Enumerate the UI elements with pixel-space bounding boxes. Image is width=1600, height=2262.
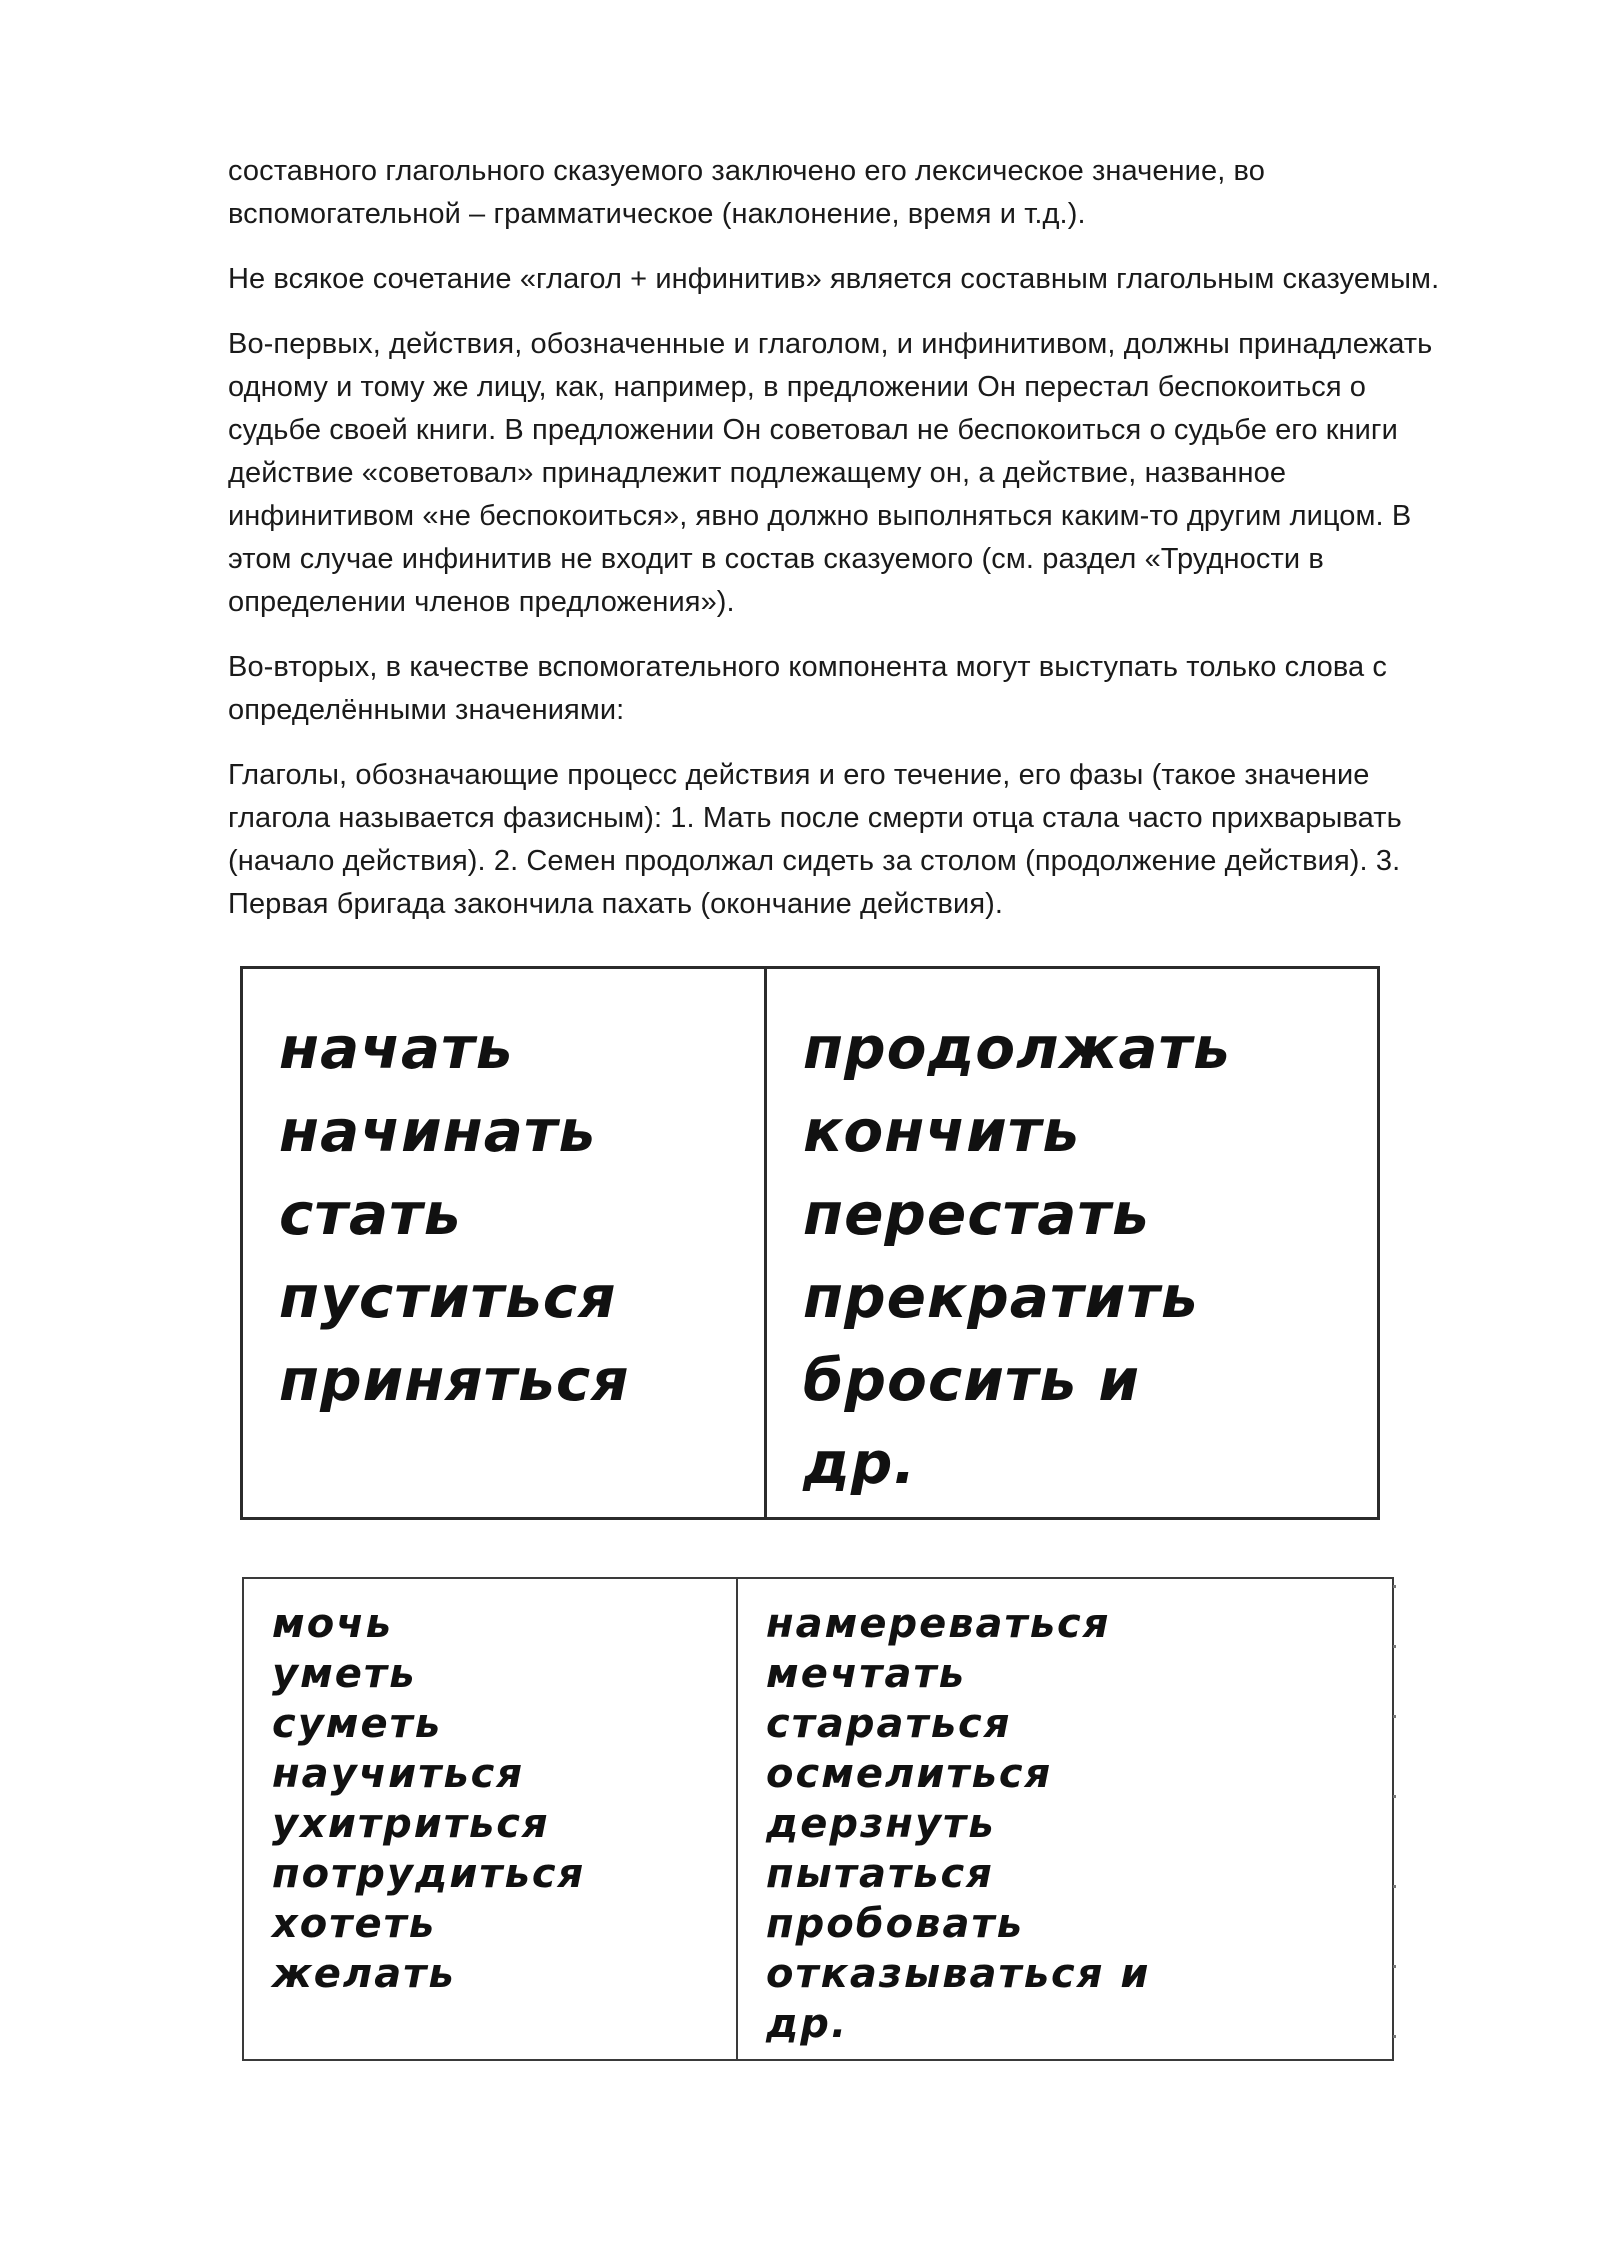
verb-item: дерзнуть <box>766 1801 996 1847</box>
paragraph-line: составного глагольного сказуемого заключено его лексическое значение, во <box>228 155 1265 187</box>
paragraph-line: инфинитивом «не беспокоиться», явно должно выполняться каким-то другим лицом. В <box>228 500 1412 532</box>
verb-item: стать <box>279 1180 462 1248</box>
verb-item: уметь <box>272 1651 417 1697</box>
paragraph-line: (начало действия). 2. Семен продолжал сидеть за столом (продолжение действия). 3. <box>228 845 1401 877</box>
verb-item: намереваться <box>766 1601 1111 1647</box>
paragraph-line: Во-первых, действия, обозначенные и глаголом, и инфинитивом, должны принадлежать <box>228 328 1433 360</box>
paragraph-line: этом случае инфинитив не входит в состав сказуемого (см. раздел «Трудности в <box>228 543 1324 575</box>
paragraph-line: судьбе своей книги. В предложении Он советовал не беспокоиться о судьбе его книги <box>228 414 1398 446</box>
phase-verbs-left-column <box>243 969 767 1517</box>
paragraph-line: глагола называется фазисным): 1. Мать после смерти отца стала часто прихварывать <box>228 802 1402 834</box>
paragraph-4 <box>228 646 1468 732</box>
paragraph-line: Первая бригада закончила пахать (окончание действия). <box>228 888 1004 920</box>
paragraph-2 <box>228 258 1468 301</box>
verb-item: перестать <box>803 1180 1150 1248</box>
verb-item: мочь <box>272 1601 393 1647</box>
verb-item: пробовать <box>766 1901 1024 1947</box>
verb-item: приняться <box>279 1346 630 1414</box>
verb-item: суметь <box>272 1701 443 1747</box>
paragraph-line: вспомогательной – грамматическое (наклонение, время и т.д.). <box>228 198 1086 230</box>
verb-item: отказываться и <box>766 1951 1151 1997</box>
modal-verbs-table <box>242 1577 1394 2061</box>
verb-item: осмелиться <box>766 1751 1053 1797</box>
verb-item: прекратить <box>803 1263 1199 1331</box>
scan-edge-marks <box>1393 1585 1396 2055</box>
paragraph-line: одному и тому же лицу, как, например, в предложении Он перестал беспокоиться о <box>228 371 1367 403</box>
verb-item: потрудиться <box>272 1851 586 1897</box>
verb-item: стараться <box>766 1701 1012 1747</box>
verb-item: хотеть <box>272 1901 437 1947</box>
verb-item: продолжать <box>803 1014 1231 1082</box>
verb-item: др. <box>803 1429 917 1497</box>
paragraph-line: Глаголы, обозначающие процесс действия и его течение, его фазы (такое значение <box>228 759 1370 791</box>
paragraph-5 <box>228 754 1468 926</box>
verb-item: пытаться <box>766 1851 994 1897</box>
verb-item: ухитриться <box>272 1801 550 1847</box>
paragraph-line: действие «советовал» принадлежит подлежащему он, а действие, названное <box>228 457 1287 489</box>
paragraph-line: определёнными значениями: <box>228 694 625 726</box>
verb-item: кончить <box>803 1097 1081 1165</box>
paragraph-line: Не всякое сочетание «глагол + инфинитив» является составным глагольным сказуемым. <box>228 263 1440 295</box>
paragraph-line: определении членов предложения»). <box>228 586 735 618</box>
modal-verbs-right-column <box>738 1579 1392 2059</box>
verb-item: мечтать <box>766 1651 966 1697</box>
paragraph-3 <box>228 323 1468 624</box>
paragraph-line: Во-вторых, в качестве вспомогательного компонента могут выступать только слова с <box>228 651 1387 683</box>
verb-item: желать <box>272 1951 456 1997</box>
paragraph-1 <box>228 150 1468 236</box>
phase-verbs-table <box>240 966 1380 1520</box>
verb-item: научиться <box>272 1751 525 1797</box>
verb-item: начинать <box>279 1097 597 1165</box>
phase-verbs-right-column <box>767 969 1377 1517</box>
verb-item: начать <box>279 1014 514 1082</box>
document-body <box>228 150 1468 948</box>
verb-item: пуститься <box>279 1263 617 1331</box>
verb-item: бросить и <box>803 1346 1141 1414</box>
modal-verbs-left-column <box>244 1579 738 2059</box>
verb-item: др. <box>766 2001 849 2047</box>
